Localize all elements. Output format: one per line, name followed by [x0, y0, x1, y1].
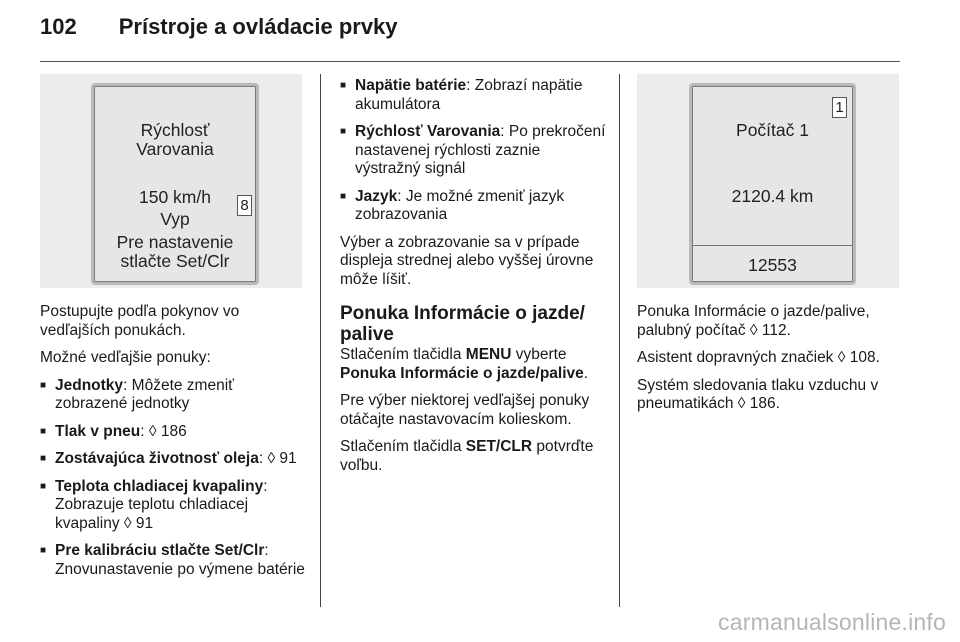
- item-text: : Je možné zmeniť jazyk zobrazovania: [355, 187, 565, 223]
- bullet-icon: ■: [340, 190, 347, 202]
- bullet-icon: ■: [40, 545, 47, 556]
- bullet-icon: ■: [340, 80, 347, 91]
- list-item: [40, 423, 310, 442]
- screen-line: 2120.4 km: [731, 186, 814, 206]
- column-divider-1: [320, 74, 321, 607]
- submenu-paragraph: Pre výber niektorej vedľajšej ponuky otáčajte nastavovacím kolieskom.: [340, 392, 590, 428]
- screen-divider: [692, 245, 853, 246]
- screen-line: Varovania: [136, 139, 214, 159]
- column-divider-2: [619, 74, 620, 607]
- bullet-icon: ■: [40, 453, 47, 464]
- bullet-icon: ■: [340, 126, 347, 137]
- text-run: Stlačením tlačidla: [340, 438, 466, 455]
- page-header: [40, 14, 398, 40]
- item-term: Pre kalibráciu stlačte Set/Clr: [55, 542, 265, 559]
- item-text: : Môžete zmeniť zobrazené jednotky: [55, 376, 234, 412]
- bullet-icon: ■: [40, 425, 47, 437]
- confirm-paragraph: [340, 438, 608, 475]
- page-indicator-badge: 8: [237, 195, 252, 216]
- menu-button-label: MENU: [465, 346, 512, 363]
- screen-line: Vyp: [160, 209, 190, 229]
- screen-line: Rýchlosť: [140, 120, 210, 140]
- speed-warning-screen: [91, 83, 259, 285]
- item-text: : Znovunastavenie po výmene batérie: [55, 542, 305, 578]
- trip-info-paragraph: Ponuka Informácie o jazde/palive, palubný počítač ◊ 112.: [637, 303, 870, 339]
- note-paragraph: Výber a zobrazovanie sa v prípade displeja strednej alebo vyššej úrovne môže líšiť.: [340, 233, 594, 288]
- screen-line: stlačte Set/Clr: [120, 251, 230, 271]
- list-item: [40, 542, 310, 579]
- set-clr-label: SET/CLR: [465, 438, 533, 455]
- text-run: .: [583, 364, 589, 382]
- screen-line: 150 km/h: [139, 187, 211, 207]
- screen-line: Pre nastavenie: [116, 232, 234, 252]
- bullet-icon: ■: [40, 379, 47, 391]
- column-1: [40, 303, 310, 588]
- watermark: carmanualsonline.info: [718, 609, 946, 635]
- screen-line: Počítač 1: [736, 120, 809, 140]
- list-item: [40, 478, 310, 534]
- list-item: [340, 123, 608, 179]
- item-term: Rýchlosť Varovania: [355, 123, 501, 140]
- text-run: Stlačením tlačidla: [340, 346, 466, 363]
- item-term: Zostávajúca životnosť oleja: [55, 450, 259, 467]
- item-term: Jednotky: [55, 376, 124, 394]
- item-text: : Zobrazuje teplotu chladiacej kvapaliny ◊ 91: [55, 477, 268, 532]
- trip-computer-screen: [689, 83, 856, 285]
- header-rule: [40, 61, 900, 62]
- item-text: : ◊ 91: [258, 450, 297, 467]
- page-indicator-badge: 1: [832, 97, 847, 118]
- item-term: Jazyk: [355, 187, 398, 205]
- traffic-sign-paragraph: Asistent dopravných značiek ◊ 108.: [637, 349, 880, 366]
- list-item: [340, 188, 608, 225]
- text-run: vyberte: [511, 346, 567, 363]
- item-term: Napätie batérie: [355, 77, 467, 94]
- tire-pressure-paragraph: Systém sledovania tlaku vzduchu v pneumatikách ◊ 186.: [637, 376, 879, 412]
- item-term: Teplota chladiacej kvapaliny: [55, 477, 264, 495]
- list-item: [40, 377, 310, 414]
- page-title: Prístroje a ovládacie prvky: [118, 14, 398, 39]
- text-run: potvrďte voľbu.: [340, 438, 594, 474]
- column-3: [637, 303, 907, 423]
- page-number: 102: [40, 14, 77, 39]
- item-text: : ◊ 186: [140, 422, 187, 440]
- list-item: [340, 77, 608, 114]
- intro-paragraph: Postupujte podľa pokynov vo vedľajších ponukách.: [40, 303, 240, 339]
- list-item: [40, 450, 310, 469]
- item-term: Tlak v pneu: [55, 422, 141, 440]
- screen-line: 12553: [748, 255, 797, 275]
- item-text: : Po prekročení nastavenej rýchlosti zaznie výstražný signál: [355, 123, 606, 177]
- column-2: [340, 77, 608, 484]
- menu-name: Ponuka Informácie o jazde/palive: [340, 364, 584, 382]
- menu-paragraph: [340, 346, 608, 383]
- bullet-icon: ■: [40, 480, 47, 492]
- possible-submenus-label: Možné vedľajšie ponuky:: [40, 349, 211, 366]
- item-text: : Zobrazí napätie akumulátora: [355, 77, 583, 113]
- section-heading: Ponuka Informácie o jazde/ palive: [340, 303, 585, 345]
